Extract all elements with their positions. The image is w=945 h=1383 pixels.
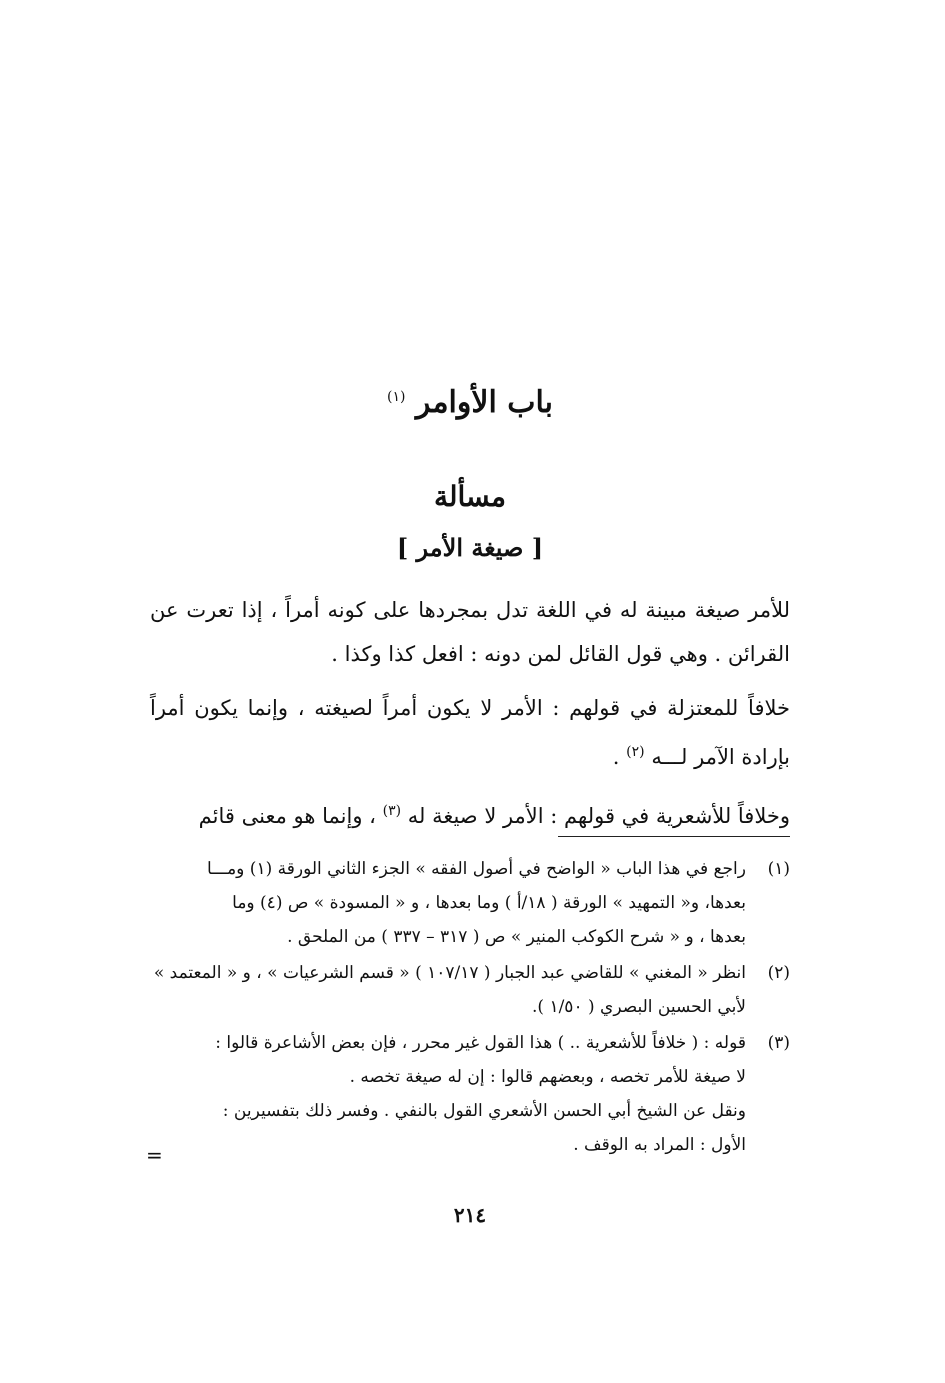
footnote-ref-3: (٣)	[382, 803, 402, 819]
footnote-1	[150, 852, 790, 954]
paragraph-1: للأمر صيغة مبينة له في اللغة تدل بمجردها على كونه أمراً ، إذا تعرت عن القرائن . وهي قول القائل لمن دونه : افعل كذا وكذا .	[150, 598, 790, 666]
footnote-number: (٣)	[767, 1033, 790, 1053]
footnote-line: لا صيغة للأمر تخصه ، وبعضهم قالوا : إن له صيغة تخصه .	[349, 1067, 746, 1087]
continuation-mark: =	[146, 1143, 163, 1167]
footnote-body	[150, 956, 746, 1024]
footnote-line: قوله : ( خلافاً للأشعرية .. ) هذا القول غير محرر ، فإن بعض الأشاعرة قالوا :	[215, 1033, 746, 1053]
paragraph-3-text: وخلافاً للأشعرية في قولهم : الأمر لا صيغة له	[407, 804, 790, 828]
chapter-footnote-ref: (١)	[387, 389, 406, 405]
footnote-body	[150, 1026, 746, 1162]
paragraph-2	[150, 686, 790, 779]
page-number: ٢١٤	[453, 1203, 487, 1227]
footnote-3	[150, 1026, 790, 1162]
footnote-line: انظر « المغني » للقاضي عبد الجبار ( ١٠٧/١٧ ) « قسم الشرعيات » ، و « المعتمد »	[153, 963, 746, 983]
footnote-number: (٢)	[767, 963, 790, 983]
footnote-number: (١)	[767, 859, 790, 879]
paragraph-2-end: .	[612, 745, 627, 769]
footnote-separator	[558, 836, 790, 837]
paragraph-2-text: خلافاً للمعتزلة في قولهم : الأمر لا يكون أمراً لصيغته ، وإنما يكون أمراً بإرادة الآمر لـــه	[150, 696, 790, 769]
footnote-line: راجع في هذا الباب « الواضح في أصول الفقه » الجزء الثاني الورقة (١) ومـــا	[206, 859, 746, 879]
section-subtitle: [ صيغة الأمر ]	[396, 533, 544, 562]
section-title: مسألة	[433, 480, 507, 513]
footnote-line: لأبي الحسين البصري ( ١/٥٠ ).	[532, 997, 746, 1017]
footnote-ref-2: (٢)	[626, 744, 645, 760]
chapter-title-text: باب الأوامر	[415, 385, 553, 420]
footnote-line: بعدها، و« التمهيد » الورقة ( ١٨/أ ) وما بعدها ، و « المسودة » ص (٤) وما	[232, 893, 746, 913]
footnotes	[150, 852, 790, 1164]
footnote-2	[150, 956, 790, 1024]
paragraph-3	[150, 789, 790, 838]
main-text	[150, 588, 790, 848]
footnote-body	[150, 852, 746, 954]
footnote-line: الأول : المراد به الوقف .	[573, 1135, 746, 1155]
chapter-title	[150, 385, 790, 420]
footnote-line: بعدها ، و « شرح الكوكب المنير » ص ( ٣١٧ – ٣٣٧ ) من الملحق .	[287, 927, 746, 947]
paragraph-3-end: ، وإنما هو معنى قائم	[198, 804, 383, 828]
footnote-line: ونقل عن الشيخ أبي الحسن الأشعري القول بالنفي . وفسر ذلك بتفسيرين :	[222, 1101, 746, 1121]
